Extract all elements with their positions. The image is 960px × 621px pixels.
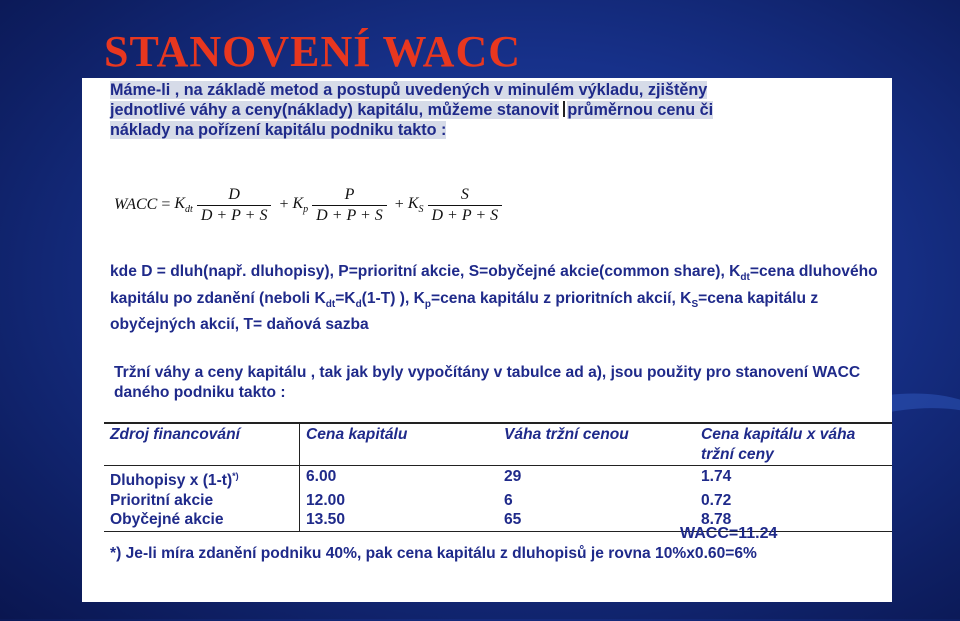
col-header-cost: Cena kapitálu <box>300 423 499 466</box>
fraction-preferred: $\frac{P}{D + P + S}$ <box>312 186 387 225</box>
formula-plus-2: + <box>394 196 404 213</box>
formula-plus-1: + <box>279 196 289 213</box>
intro-line-3: náklady na pořízení kapitálu podniku takto : <box>110 121 447 139</box>
text-cursor <box>563 101 565 117</box>
wacc-formula <box>114 182 506 228</box>
intro-paragraph <box>110 80 880 140</box>
formula-equals: = <box>161 196 171 213</box>
cell-cost: 12.00 <box>306 491 346 509</box>
cell-product: 8.78 <box>695 510 892 531</box>
wacc-table <box>104 422 892 532</box>
cell-product: 0.72 <box>701 491 732 509</box>
document-panel <box>82 78 892 602</box>
table-row <box>104 491 892 511</box>
cell-weight: 29 <box>504 468 522 485</box>
formula-k-s: $K_S$ <box>407 195 424 215</box>
cell-source: Prioritní akcie <box>104 491 300 511</box>
intro-line-2a: jednotlivé váhy a ceny(náklady) kapitálu, můžeme stanovit <box>110 101 559 119</box>
cell-source: Dluhopisy x (1-t)*) <box>104 466 300 491</box>
slide-title: STANOVENÍ WACC <box>104 27 522 76</box>
table-header-row <box>104 423 892 466</box>
fraction-common: $\frac{S}{D + P + S}$ <box>428 186 503 225</box>
intro-line-1: Máme-li , na základě metod a postupů uvedených v minulém výkladu, zjištěny <box>110 81 708 99</box>
cell-cost: 6.00 <box>306 468 337 485</box>
cell-product: 1.74 <box>701 468 732 485</box>
intro-line-2b: průměrnou cenu či <box>567 101 714 119</box>
wacc-result: WACC=11.24 <box>680 525 778 542</box>
cell-weight: 6 <box>504 491 513 509</box>
table-intro-text: Tržní váhy a ceny kapitálu , tak jak byly vypočítány v tabulce ad a), jsou použity pro stanovení WACC daného podniku takto : <box>114 364 861 401</box>
col-header-weight: Váha tržní cenou <box>498 423 695 466</box>
col-header-product: Cena kapitálu x váha tržní ceny <box>695 423 892 466</box>
footnote: *) Je-li míra zdanění podniku 40%, pak cena kapitálu z dluhopisů je rovna 10%x0.60=6% <box>110 545 757 562</box>
definitions-paragraph: kde D = dluh(např. dluhopisy), P=prioritní akcie, S=obyčejné akcie(common share), $K_{dt}=cena$ dluhového kapitálu po zdanění (neboli $K_{dt}=K_d(1-T)$ ), $K_p=cena$ kapitálu z prioritních akcií, $K_S=cena$ kapitálu z obyčejných akcií, T= daňová sazba <box>110 263 878 334</box>
formula-k-dt: $K_{dt}$ <box>174 195 193 215</box>
table-row <box>104 466 892 491</box>
formula-k-p: $K_p$ <box>292 195 309 215</box>
cell-weight: 65 <box>498 510 695 531</box>
col-header-source: Zdroj financování <box>104 423 300 466</box>
cell-cost: 13.50 <box>300 510 499 531</box>
cell-source: Obyčejné akcie <box>104 510 300 531</box>
formula-lhs: WACC <box>114 196 158 213</box>
fraction-debt: $\frac{D}{D + P + S}$ <box>197 186 272 225</box>
